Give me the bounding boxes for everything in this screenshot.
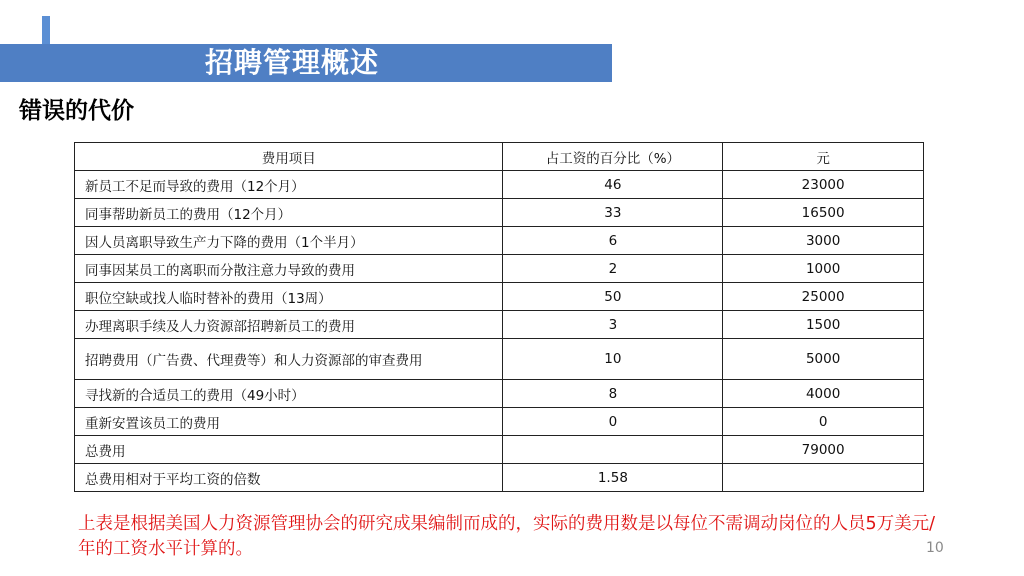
table-row	[75, 171, 924, 199]
table-header-row	[75, 143, 924, 171]
cost-item-cell: 总费用相对于平均工资的倍数	[75, 464, 503, 492]
amount-cell: 1000	[723, 255, 924, 283]
table-row	[75, 311, 924, 339]
cost-item-cell: 重新安置该员工的费用	[75, 408, 503, 436]
amount-cell: 25000	[723, 283, 924, 311]
amount-cell: 3000	[723, 227, 924, 255]
percent-cell: 2	[503, 255, 723, 283]
percent-cell: 33	[503, 199, 723, 227]
table-row	[75, 255, 924, 283]
table-row	[75, 408, 924, 436]
source-note: 上表是根据美国人力资源管理协会的研究成果编制而成的，实际的费用数是以每位不需调动岗位的人员5万美元/年的工资水平计算的。	[78, 514, 936, 559]
percent-cell: 0	[503, 408, 723, 436]
amount-cell: 1500	[723, 311, 924, 339]
cost-item-cell: 办理离职手续及人力资源部招聘新员工的费用	[75, 311, 503, 339]
table-row	[75, 339, 924, 380]
percent-cell: 8	[503, 380, 723, 408]
accent-mark	[42, 16, 50, 46]
amount-cell: 5000	[723, 339, 924, 380]
cost-item-cell: 同事因某员工的离职而分散注意力导致的费用	[75, 255, 503, 283]
cost-item-cell: 招聘费用（广告费、代理费等）和人力资源部的审查费用	[75, 339, 503, 380]
table-row	[75, 283, 924, 311]
slide-title: 招聘管理概述	[205, 46, 380, 79]
cost-item-cell: 职位空缺或找人临时替补的费用（13周）	[75, 283, 503, 311]
header-cost-item: 费用项目	[75, 143, 503, 171]
percent-cell: 1.58	[503, 464, 723, 492]
slide-subtitle: 错误的代价	[19, 98, 134, 124]
percent-cell	[503, 436, 723, 464]
cost-item-cell: 总费用	[75, 436, 503, 464]
amount-cell: 16500	[723, 199, 924, 227]
percent-cell: 3	[503, 311, 723, 339]
percent-cell: 46	[503, 171, 723, 199]
table-row	[75, 199, 924, 227]
header-salary-percent: 占工资的百分比（%）	[503, 143, 723, 171]
header-amount: 元	[723, 143, 924, 171]
cost-item-cell: 因人员离职导致生产力下降的费用（1个半月）	[75, 227, 503, 255]
table-row	[75, 227, 924, 255]
cost-item-cell: 寻找新的合适员工的费用（49小时）	[75, 380, 503, 408]
amount-cell: 4000	[723, 380, 924, 408]
amount-cell: 79000	[723, 436, 924, 464]
percent-cell: 10	[503, 339, 723, 380]
table-row	[75, 380, 924, 408]
percent-cell: 50	[503, 283, 723, 311]
cost-item-cell: 同事帮助新员工的费用（12个月）	[75, 199, 503, 227]
percent-cell: 6	[503, 227, 723, 255]
page-number: 10	[926, 540, 944, 556]
cost-item-cell: 新员工不足而导致的费用（12个月）	[75, 171, 503, 199]
amount-cell: 0	[723, 408, 924, 436]
cost-table	[74, 142, 924, 492]
ratio-row	[75, 464, 924, 492]
amount-cell: 23000	[723, 171, 924, 199]
amount-cell	[723, 464, 924, 492]
total-row	[75, 436, 924, 464]
